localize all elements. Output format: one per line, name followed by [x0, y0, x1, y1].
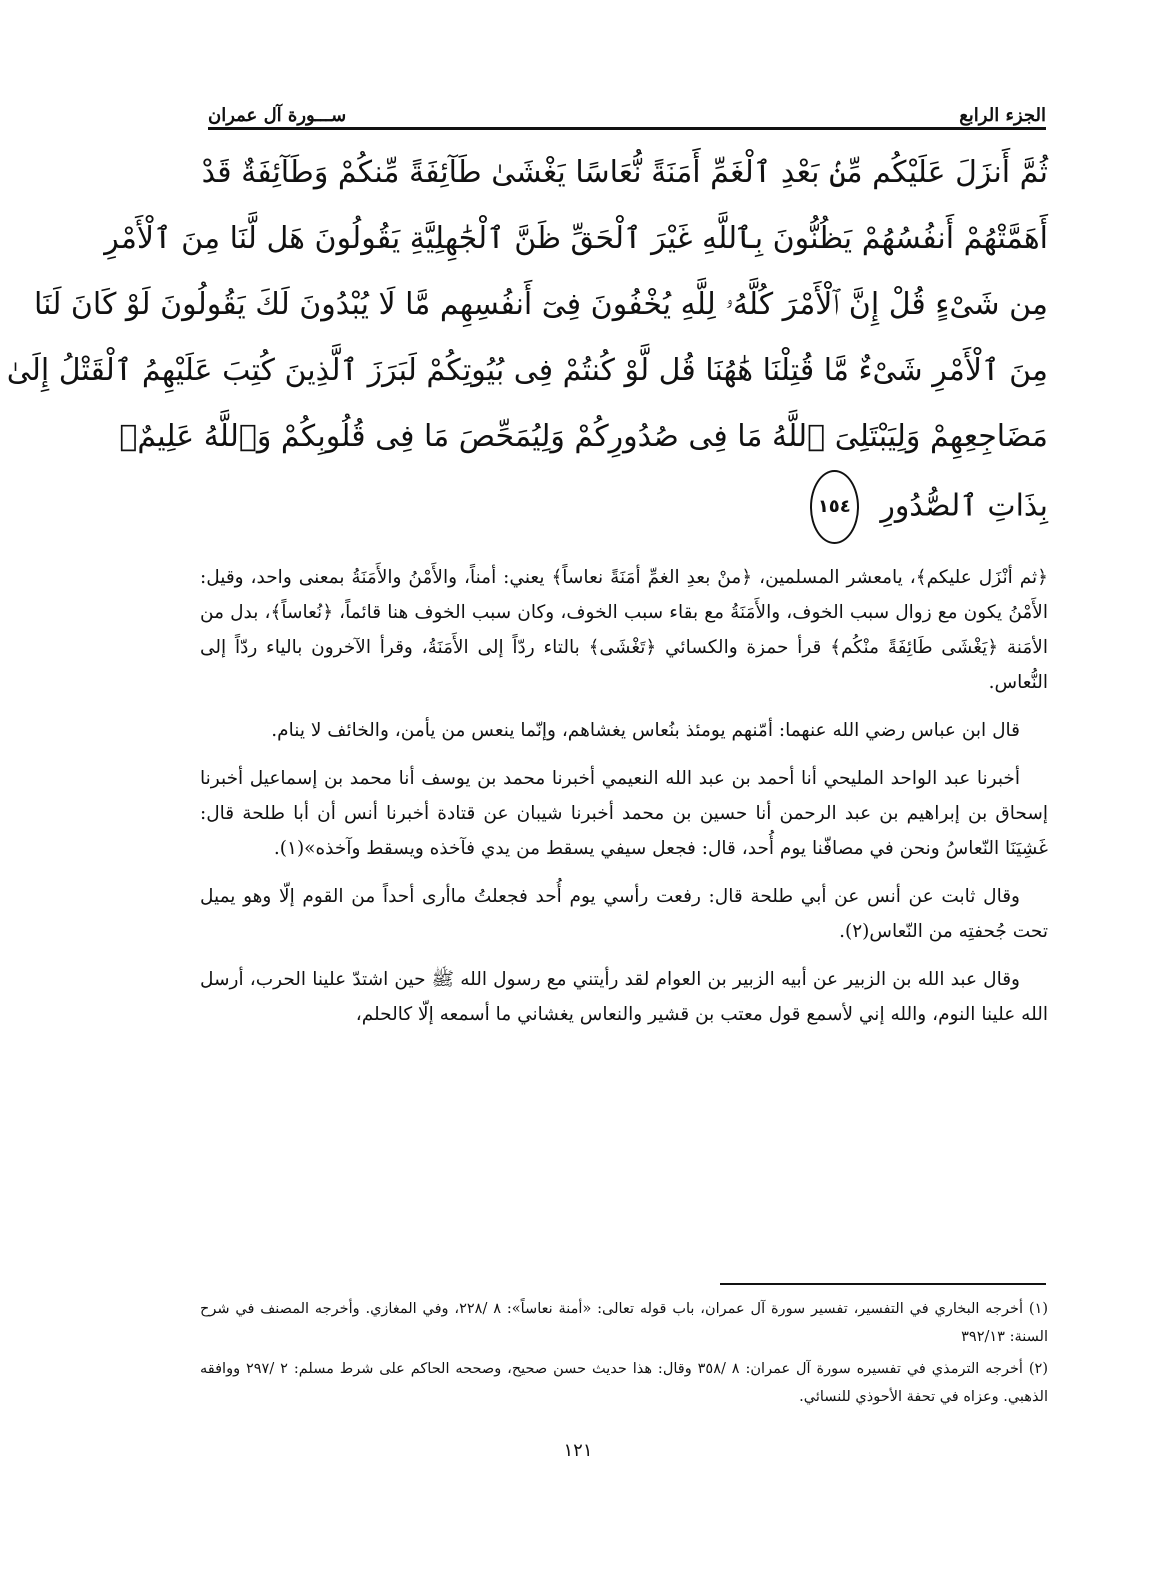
footnote-1: (١) أخرجه البخاري في التفسير، تفسير سورة آل عمران، باب قوله تعالى: «أمنة نعاساً»: ٨ /٢٢٨، وفي المغازي. وأخرجه المصنف في شرح السنة: ٣٩٢/١٣	[200, 1301, 1048, 1345]
commentary-paragraph: ﴿ثم أنْزَل عليكم﴾، يامعشر المسلمين، ﴿منْ بعدِ الغمِّ أمَنَةً نعاساً﴾ يعني: أمناً، والأَمْنُ والأَمَنَةُ بمعنى واحد، وقيل: الأَمْنُ يكون مع زوال سبب الخوف، والأَمَنَةُ مع بقاء سبب الخوف، وكان سبب الخوف هنا قائماً، ﴿نُعاساً﴾، بدل من الأمَنة ﴿يَغْشَى طَائِفَةً منْكُم﴾ قرأ حمزة والكسائي ﴿تَغْشَى﴾ بالتاء ردّاً إلى الأَمَنَةُ، وقرأ الآخرون بالياء ردّاً إلى النُّعاس.	[200, 567, 1048, 693]
verse-line: مَضَاجِعِهِمْ وَلِيَبْتَلِىَ ٱللَّهُ مَا فِى صُدُورِكُمْ وَلِيُمَحِّصَ مَا فِى قُلُوبِكُمْ وَٱللَّهُ عَلِيمٌۢ	[119, 419, 1048, 454]
commentary-paragraph: وقال ثابت عن أنس عن أبي طلحة قال: رفعت رأسي يوم أُحد فجعلتُ ماأرى أحداً من القوم إلّا وهو يميل تحت جُحفتِه من النّعاس(٢).	[200, 886, 1048, 942]
verse-line: مِن شَىْءٍ قُلْ إِنَّ ٱلْأَمْرَ كُلَّهُۥ لِلَّهِ يُخْفُونَ فِىٓ أَنفُسِهِم مَّا لَا يُبْدُونَ لَكَ يَقُولُونَ لَوْ كَانَ لَنَا	[34, 287, 1048, 322]
verse-line: ثُمَّ أَنزَلَ عَلَيْكُم مِّنۢ بَعْدِ ٱلْغَمِّ أَمَنَةً نُّعَاسًا يَغْشَىٰ طَآئِفَةً مِّنكُمْ وَطَآئِفَةٌ قَدْ	[201, 155, 1048, 190]
header-part-title: الجزء الرابع	[959, 105, 1046, 126]
commentary-paragraph: قال ابن عباس رضي الله عنهما: أمّنهم يومئذ بنُعاس يغشاهم، وإنّما ينعس من يأمن، والخائف لا ينام.	[271, 720, 1020, 741]
page-number: ١٢١	[563, 1440, 593, 1461]
commentary-body	[200, 560, 1048, 1045]
footnote-rule	[720, 1283, 1046, 1285]
verse-line: أَهَمَّتْهُمْ أَنفُسُهُمْ يَظُنُّونَ بِٱللَّهِ غَيْرَ ٱلْحَقِّ ظَنَّ ٱلْجَٰهِلِيَّةِ يَقُولُونَ هَل لَّنَا مِنَ ٱلْأَمْرِ	[104, 221, 1048, 256]
footnote-2: (٢) أخرجه الترمذي في تفسيره سورة آل عمران: ٨ /٣٥٨ وقال: هذا حديث حسن صحيح، وصححه الحاكم على شرط مسلم: ٢ /٢٩٧ ووافقه الذهبي. وعزاه في تحفة الأحوذي للنسائي.	[200, 1361, 1048, 1405]
commentary-paragraph: أخبرنا عبد الواحد المليحي أنا أحمد بن عبد الله النعيمي أخبرنا محمد بن يوسف أنا محمد بن إسماعيل أخبرنا إسحاق بن إبراهيم بن عبد الرحمن أنا حسين بن محمد أخبرنا شيبان عن قتادة أخبرنا أنس أن أبا طلحة قال: غَشِيَنَا النّعاسُ ونحن في مصافّنا يوم أُحد، قال: فجعل سيفي يسقط من يدي فآخذه ويسقط وآخذه»(١).	[200, 768, 1048, 859]
running-header	[208, 86, 1046, 126]
footnotes	[200, 1295, 1048, 1415]
header-surah-title: ســـورة آل عمران	[208, 105, 347, 126]
quran-verse-block	[6, 140, 1048, 544]
commentary-paragraph: وقال عبد الله بن الزبير عن أبيه الزبير بن العوام لقد رأيتني مع رسول الله ﷺ حين اشتدّ علينا الحرب، أرسل الله علينا النوم، والله إني لأسمع قول معتب بن قشير والنعاس يغشاني ما أسمعه إلّا كالحلم،	[200, 969, 1048, 1025]
verse-line-text: بِذَاتِ ٱلصُّدُورِ	[880, 488, 1048, 524]
header-rule	[208, 127, 1046, 130]
verse-line: مِنَ ٱلْأَمْرِ شَىْءٌ مَّا قُتِلْنَا هَٰهُنَا قُل لَّوْ كُنتُمْ فِى بُيُوتِكُمْ لَبَرَزَ ٱلَّذِينَ كُتِبَ عَلَيْهِمُ ٱلْقَتْلُ إِلَىٰ	[6, 353, 1048, 388]
verse-line-last	[200, 470, 1048, 544]
ayah-number-marker: ١٥٤	[810, 470, 859, 544]
